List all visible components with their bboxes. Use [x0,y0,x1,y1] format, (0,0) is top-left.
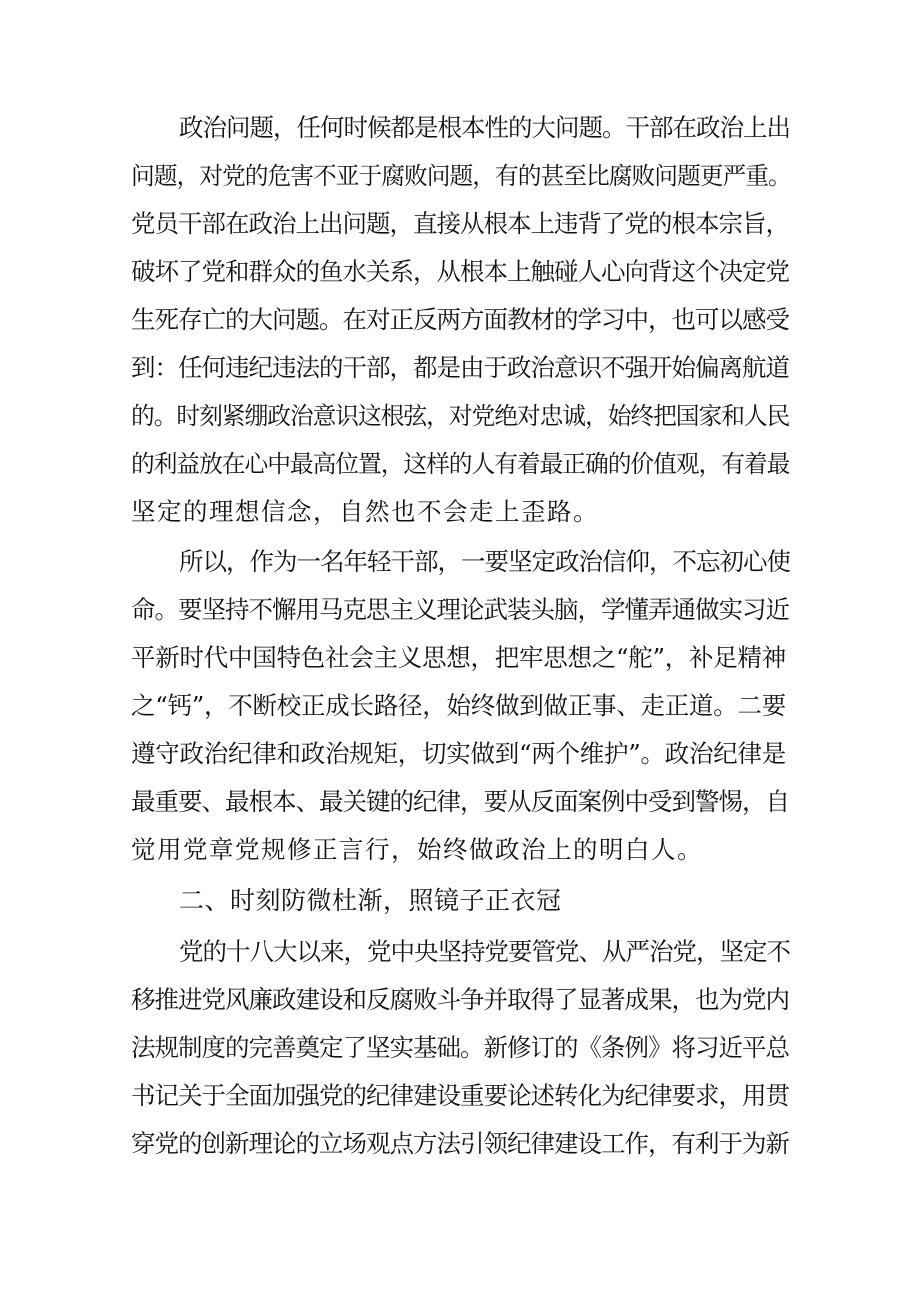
paragraph-2-line: 所以，作为一名年轻干部，一要坚定政治信仰，不忘初心使 [179,547,790,576]
paragraph-1-line: 党员干部在政治上出问题，直接从根本上违背了党的根本宗旨， [131,209,789,238]
paragraph-1-line: 问题，对党的危害不亚于腐败问题，有的甚至比腐败问题更严重。 [131,162,791,190]
paragraph-1-line: 坚定的理想信念，自然也不会走上歪路。 [131,497,599,526]
paragraph-2-line: 遵守政治纪律和政治规矩，切实做到“两个维护”。政治纪律是 [131,739,787,768]
paragraph-2-line: 平新时代中国特色社会主义思想，把牢思想之“舵”，补足精神 [131,643,787,672]
paragraph-3-line: 党的十八大以来，党中央坚持党要管党、从严治党，坚定不 [179,937,790,966]
paragraph-3-line: 移推进党风廉政建设和反腐败斗争并取得了显著成果，也为党内 [131,985,789,1014]
paragraph-3-line: 穿党的创新理论的立场观点方法引领纪律建设工作，有利于为新 [131,1129,789,1158]
paragraph-1-line: 政治问题，任何时候都是根本性的大问题。干部在政治上出 [179,113,790,142]
paragraph-1-line: 到：任何违纪违法的干部，都是由于政治意识不强开始偏离航道 [131,353,789,382]
paragraph-2-line: 之“钙”，不断校正成长路径，始终做到做正事、走正道。二要 [131,691,787,720]
paragraph-1-line: 生死存亡的大问题。在对正反两方面教材的学习中，也可以感受 [131,305,789,334]
paragraph-3-line: 法规制度的完善奠定了坚实基础。新修订的《条例》将习近平总 [131,1033,789,1062]
paragraph-2-line: 命。要坚持不懈用马克思主义理论武装头脑，学懂弄通做实习近 [131,595,789,624]
section-heading: 二、时刻防微杜渐，照镜子正衣冠 [179,886,562,915]
paragraph-2-line: 觉用党章党规修正言行，始终做政治上的明白人。 [131,835,703,864]
paragraph-2-line: 最重要、最根本、最关键的纪律，要从反面案例中受到警惕，自 [131,787,789,816]
paragraph-1-line: 破坏了党和群众的鱼水关系，从根本上触碰人心向背这个决定党 [131,257,789,286]
paragraph-3-line: 书记关于全面加强党的纪律建设重要论述转化为纪律要求，用贯 [131,1081,789,1110]
paragraph-1-line: 的。时刻紧绷政治意识这根弦，对党绝对忠诚，始终把国家和人民 [131,402,790,430]
paragraph-1-line: 的利益放在心中最高位置，这样的人有着最正确的价值观，有着最 [131,450,790,478]
